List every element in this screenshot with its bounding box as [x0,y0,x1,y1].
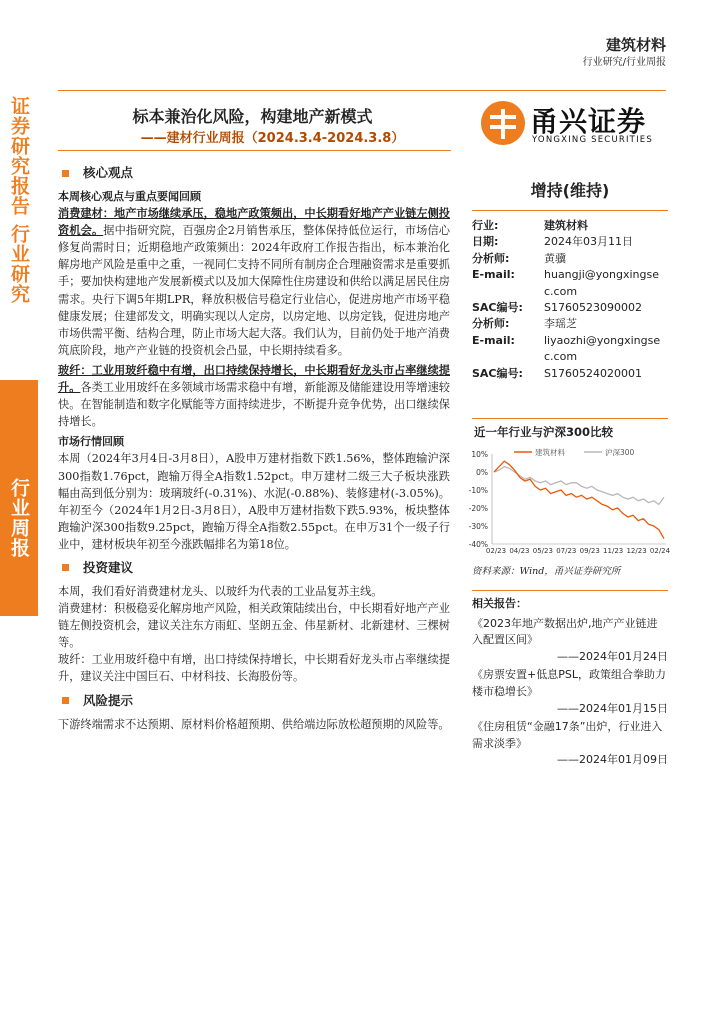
info-value: huangji@yongxingsec.com [544,268,659,298]
report-title: 标本兼治化风险，构建地产新模式 [132,107,373,126]
x-tick-label: 02/23 [485,547,507,555]
info-key: SAC编号: [472,301,523,315]
y-tick-label: -30% [468,522,488,531]
x-tick-label: 05/23 [532,547,553,555]
info-block [472,218,668,382]
info-row [472,316,668,332]
y-tick-label: -10% [468,486,488,495]
section-heading: 投资建议 [83,560,134,576]
y-tick-label: -40% [468,540,488,549]
side-label-bottom: 行业周报 [8,478,30,558]
side-banner-bottom [0,380,38,616]
related-title[interactable]: 《住房租赁“金融17条”出炉，行业进入需求淡季》 [472,720,663,750]
related-date: ——2024年01月15日 [557,701,668,715]
main-column [58,158,450,733]
advice-line-2: 消费建材：积极稳妥化解房地产风险，相关政策陆续出台，中长期看好地产产业链左侧投资机会，建议关注东方雨虹、坚朗五金、伟星新材、北新建材、三棵树等。 [58,602,450,650]
info-key: E-mail: [472,268,515,282]
paragraph-body: 据中指研究院，百强房企2月销售承压，整体保持低位运行，市场信心修复尚需时日；近期稳地产政策频出：2024年政府工作报告指出，标本兼治化解房地产风险是重中之重，一视同仁支持不同所有制房企合理融资需求是重要抓手；要加快构建地产发展新模式以及加大保障性住房建设和供给以满足居民住房需求。央行下调5年期LPR，释放积极信号稳定行业信心，促进房地产市场平稳健康发展；住建部发文，明确实现以人定房，以房定地、以房定钱，促进房地产市场供需平衡、结构合理，防止市场大起大落。我们认为，目前仍处于地产消费筑底阶段，地产产业链的投资机会凸显，中长期持续看多。 [58,224,450,357]
logo-english: YONGXING SECURITIES [532,135,653,145]
advice-line-1: 本周，我们看好消费建材龙头、以玻纤为代表的工业品复苏主线。 [58,584,383,598]
bullet-square-icon [62,697,69,704]
y-tick-label: -20% [468,504,488,513]
paragraph-lead: 消费建材：地产市场继续承压，稳地产政策频出，中长期看好地产产业链左侧投资机会。 [58,206,450,238]
chart-title: 近一年行业与沪深300比较 [474,425,614,439]
bullet-square-icon [62,170,69,177]
x-tick-label: 12/23 [626,547,647,555]
info-value: liyaozhi@yongxingsec.com [544,333,661,364]
paragraph-consumer-materials [58,205,450,359]
info-row [472,234,668,250]
info-key: 分析师: [472,317,510,331]
x-tick-label: 04/23 [509,547,530,555]
risk-body: 下游终端需求不达预期、原材料价格超预期、供给端边际放松超预期的风险等。 [58,717,450,731]
section-core [58,162,450,184]
core-subheading: 本周核心观点与重点要闻回顾 [58,190,201,203]
paragraph-market: 本周（2024年3月4日-3月8日），A股申万建材指数下跌1.56%，整体跑输沪深300指数1.76pct，跑输万得全A指数1.52pct。申万建材二级三大子板块涨跌幅由高到低分别为：玻璃玻纤(-0.31%)、水泥(-0.88%)、装修建材(-3.05%)。年初至今（2024年1月2日-3月8日），A股申万建材指数下跌5.93%，板块整体跑输沪深300指数9.25pct，跑输万得全A指数2.55pct。在申万31个一级子行业中，建材板块年初至今涨跌幅排名为第18位。 [58,452,450,551]
related-reports [472,596,668,771]
info-row [472,251,668,267]
series-line-建筑材料 [494,461,664,538]
market-heading: 市场行情回顾 [58,435,124,449]
side-label-top: 证券研究报告 行业研究 [8,96,30,304]
logo-name: 甬兴证券 [530,105,647,138]
info-value: 建筑材料 [544,219,588,232]
related-date: ——2024年01月09日 [557,753,668,767]
chart-divider [472,418,668,419]
rating-divider [472,210,668,211]
x-tick-label: 02/24 [649,547,671,555]
series-line-沪深300 [494,467,664,505]
info-key: E-mail: [472,333,515,347]
paragraph-body: 各类工业用玻纤在多领域市场需求稳中有增，新能源及储能建设用等增速较快。在智能制造和数字化赋能等方面持续进步，不断提升竞争优势，出口继续保持增长。 [58,381,450,429]
info-row [472,300,668,316]
paragraph-lead: 玻纤：工业用玻纤稳中有增，出口持续保持增长，中长期看好龙头市占率继续提升。 [58,362,450,395]
advice-line-3: 玻纤：工业用玻纤稳中有增，出口持续保持增长，中长期看好龙头市占率继续提升，建议关注中国巨石、中材科技、长海股份等。 [58,653,450,684]
info-value: S1760523090002 [544,301,642,315]
info-row [472,366,668,382]
legend-label: 沪深300 [605,448,635,457]
y-tick-label: 10% [471,450,488,459]
chart-source: 资料来源：Wind，甬兴证券研究所 [472,566,621,577]
related-heading: 相关报告： [472,597,527,610]
related-divider [472,590,668,591]
comparison-chart [456,446,674,564]
report-subtitle: ——建材行业周报（2024.3.4-2024.3.8） [140,131,405,146]
info-value: S1760524020001 [544,366,642,380]
title-divider [58,150,451,151]
paragraph-glass-fiber [58,362,450,430]
related-title[interactable]: 《2023年地产数据出炉,地产产业链进入配置区间》 [472,616,658,647]
x-tick-label: 09/23 [579,547,600,555]
header-divider [58,90,666,91]
x-tick-label: 11/23 [603,547,624,555]
side-banner-top [0,92,38,382]
y-tick-label: 0% [476,468,488,477]
legend-label: 建筑材料 [535,448,565,457]
info-row [472,218,668,234]
info-key: 行业: [472,219,499,232]
section-heading: 核心观点 [83,165,134,181]
info-value: 李瑶芝 [544,317,577,331]
section-risk [58,690,450,712]
info-key: 分析师: [472,251,510,265]
x-tick-label: 07/23 [556,547,577,555]
info-row [472,267,668,300]
related-title[interactable]: 《房票安置+低息PSL，政策组合拳助力楼市稳增长》 [472,668,666,698]
header-subtitle: 行业研究/行业周报 [582,57,666,68]
rating: 增持(维持) [530,181,610,200]
related-date: ——2024年01月24日 [557,649,668,663]
section-heading: 风险提示 [83,692,134,708]
info-row [472,333,668,366]
info-value: 2024年03月11日 [544,235,633,249]
header-category: 建筑材料 [605,36,666,54]
bullet-square-icon [62,564,69,571]
info-key: 日期: [472,235,499,249]
info-key: SAC编号: [472,366,523,380]
section-advice [58,557,450,579]
info-value: 黄骥 [544,251,566,265]
